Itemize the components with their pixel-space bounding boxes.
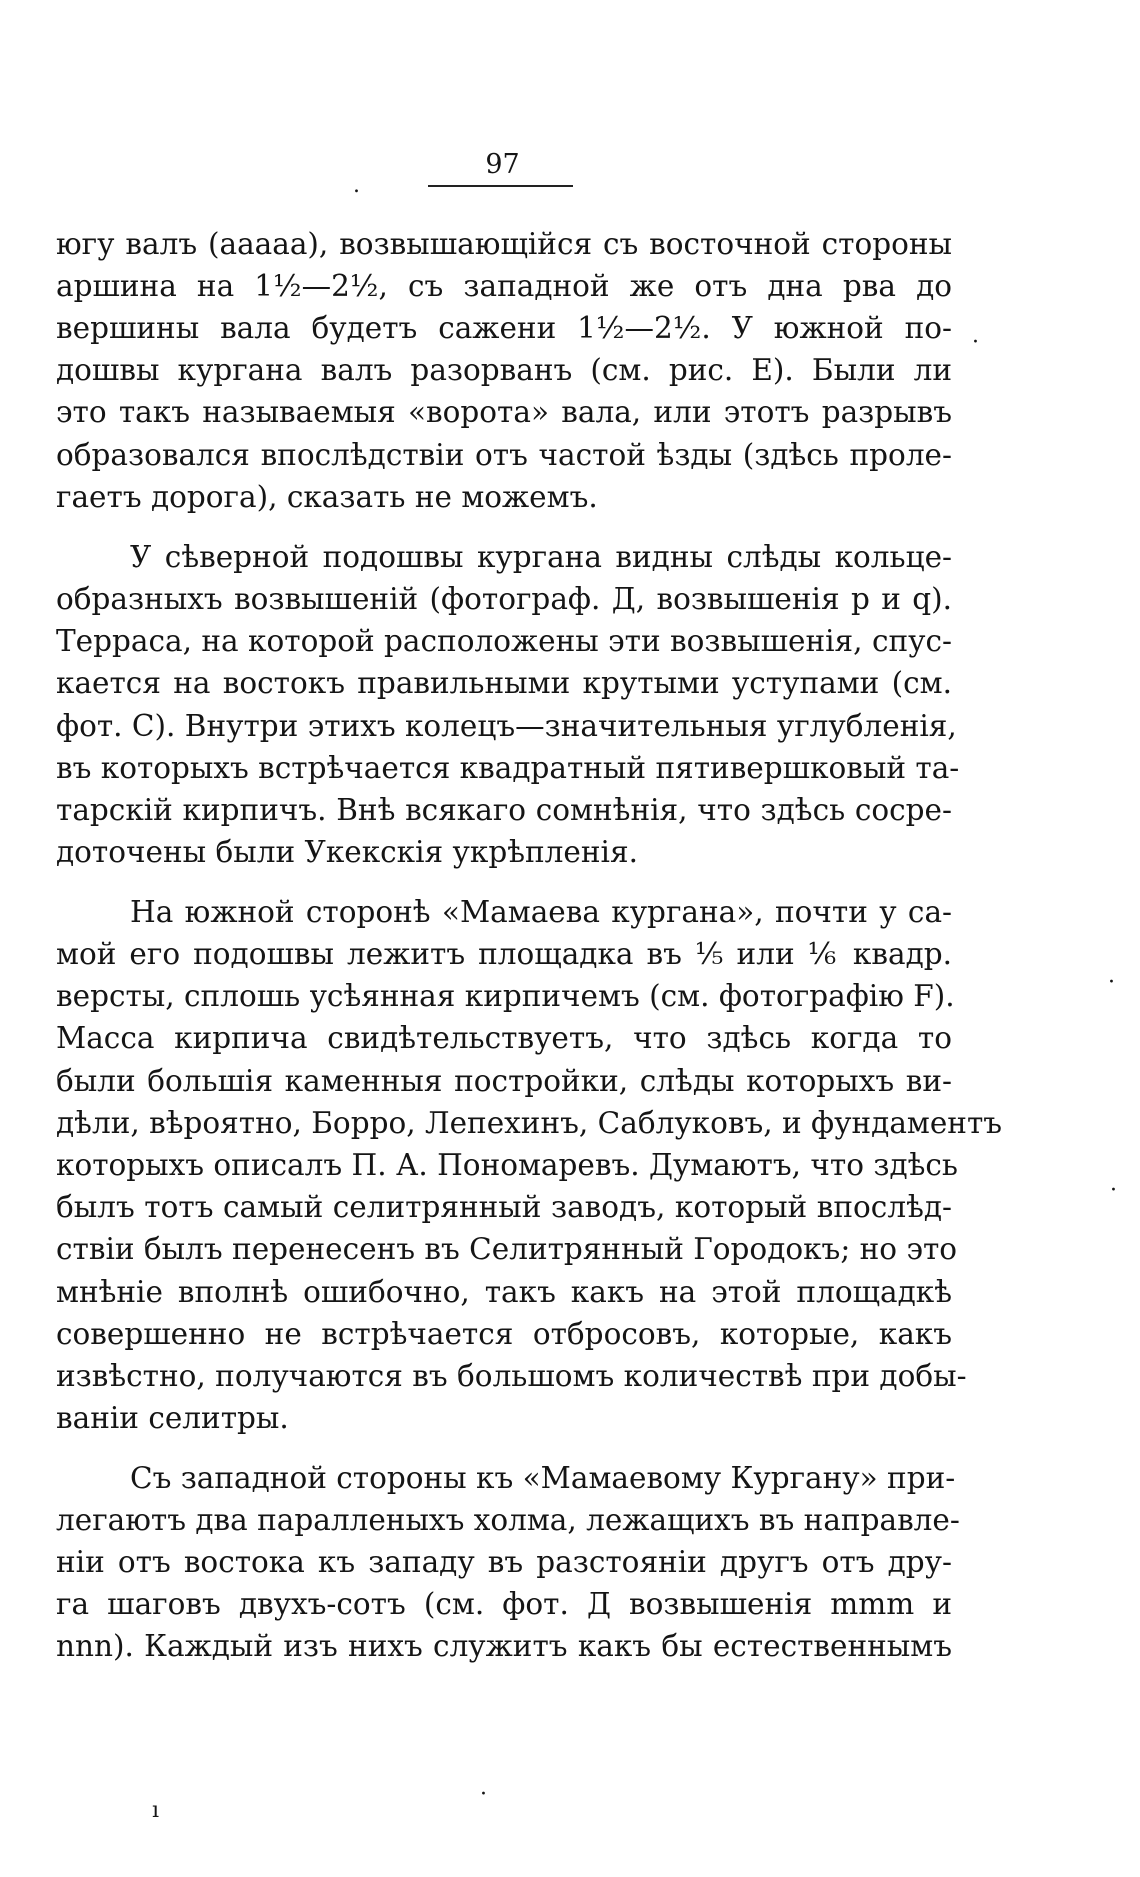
margin-speck: · <box>1108 970 1115 995</box>
text-line: дѣли, вѣроятно, Борро, Лепехинъ, Саблуковъ, и фундаментъ <box>56 1106 1003 1140</box>
text-line: которыхъ описалъ П. А. Пономаревъ. Думаютъ, что здѣсь <box>56 1148 958 1182</box>
text-line: На южной сторонѣ «Мамаева кургана», почти у са- <box>130 895 952 929</box>
text-line: nnn). Каждый изъ нихъ служитъ какъ бы естественнымъ <box>56 1629 952 1663</box>
text-line: га шаговъ двухъ-сотъ (см. фот. Д возвышенія mmm и <box>56 1587 952 1621</box>
header-dot: . <box>353 173 360 198</box>
text-line: ствіи былъ перенесенъ въ Селитрянный Городокъ; но это <box>56 1232 958 1266</box>
text-line: совершенно не встрѣчается отбросовъ, которые, какъ <box>56 1317 952 1351</box>
text-line: дошвы кургана валъ разорванъ (см. рис. E). Были ли <box>56 353 952 387</box>
text-line: югу валъ (ааааа), возвышающійся съ восточной стороны <box>56 227 952 261</box>
text-line: Съ западной стороны къ «Мамаевому Кургану» при- <box>130 1461 956 1495</box>
text-line: аршина на 1½—2½, съ западной же отъ дна рва до <box>56 269 952 303</box>
page-number: 97 <box>485 149 520 180</box>
text-line: въ которыхъ встрѣчается квадратный пятивершковый та- <box>56 751 960 785</box>
text-line: Масса кирпича свидѣтельствуетъ, что здѣсь когда то <box>56 1021 952 1055</box>
text-line: мой его подошвы лежитъ площадка въ ⅕ или ⅙ квадр. <box>56 937 952 971</box>
margin-speck: · <box>972 330 979 355</box>
text-line: были большія каменныя постройки, слѣды которыхъ ви- <box>56 1064 952 1098</box>
text-line: Терраса, на которой расположены эти возвышенія, спус- <box>56 624 952 658</box>
text-line: извѣстно, получаются въ большомъ количествѣ при добы- <box>56 1359 967 1393</box>
text-line: фот. C). Внутри этихъ колецъ—значительныя углубленія, <box>56 709 957 743</box>
text-line: былъ тотъ самый селитрянный заводъ, который впослѣд- <box>56 1190 952 1224</box>
text-line: это такъ называемыя «ворота» вала, или этотъ разрывъ <box>56 395 952 429</box>
text-line: тарскій кирпичъ. Внѣ всякаго сомнѣнія, что здѣсь сосре- <box>56 793 952 827</box>
text-line: доточены были Укекскія укрѣпленія. <box>56 835 638 869</box>
page-header <box>0 148 1140 198</box>
text-line: ваніи селитры. <box>56 1401 289 1435</box>
margin-speck: · <box>1110 1178 1117 1203</box>
text-line: образовался впослѣдствіи отъ частой ѣзды (здѣсь проле- <box>56 438 952 472</box>
text-line: У сѣверной подошвы кургана видны слѣды кольце- <box>130 540 952 574</box>
margin-speck: ı <box>152 1798 160 1823</box>
margin-speck: · <box>480 1782 487 1807</box>
text-line: ніи отъ востока къ западу въ разстояніи другъ отъ дру- <box>56 1545 952 1579</box>
text-line: легаютъ два паралленыхъ холма, лежащихъ въ направле- <box>56 1503 960 1537</box>
text-line: вершины вала будетъ сажени 1½—2½. У южной по- <box>56 311 952 345</box>
text-line: версты, сплошь усѣянная кирпичемъ (см. фотографію F). <box>56 979 955 1013</box>
text-line: гаетъ дорога), сказать не можемъ. <box>56 480 598 514</box>
text-line: образныхъ возвышеній (фотограф. Д, возвышенія p и q). <box>56 582 952 616</box>
text-line: мнѣніе вполнѣ ошибочно, такъ какъ на этой площадкѣ <box>56 1275 952 1309</box>
header-rule <box>428 185 573 187</box>
text-line: кается на востокъ правильными крутыми уступами (см. <box>56 666 952 700</box>
